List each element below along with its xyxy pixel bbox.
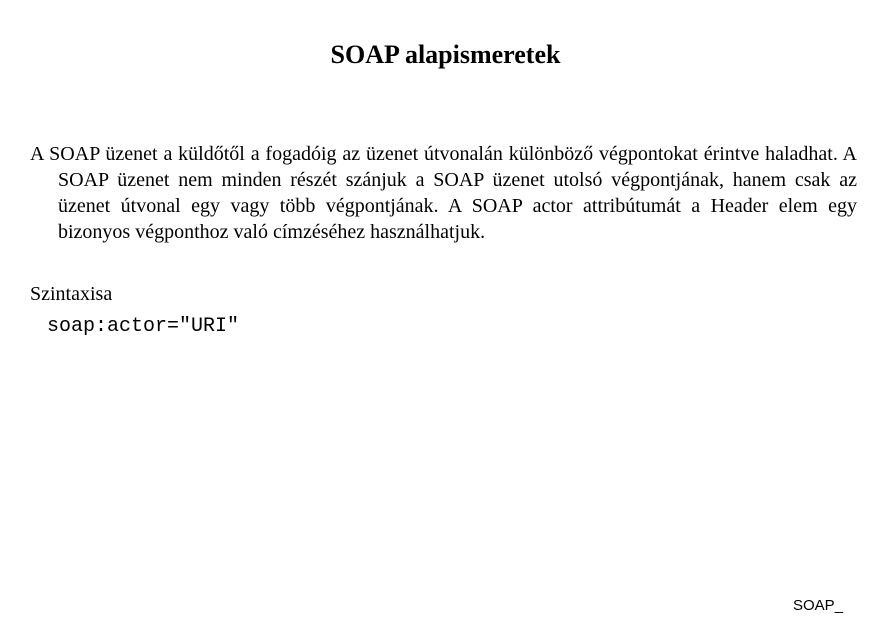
body-paragraph: A SOAP üzenet a küldőtől a fogadóig az üzenet útvonalán különböző végpontokat érintve haladhat. A SOAP üzenet nem minden részét szánjuk a SOAP üzenet utolsó végpontjának, hanem csak az üzenet útvonal egy vagy több végpontjának. A SOAP actor attribútumát a Header elem egy bizonyos végponthoz való címzéséhez használhatjuk. [30, 143, 857, 243]
syntax-code: soap:actor="URI" [47, 315, 240, 338]
slide-title: SOAP alapismeretek [330, 40, 561, 69]
footer-label: SOAP_ [792, 597, 843, 614]
syntax-label: Szintaxisa [30, 283, 113, 305]
